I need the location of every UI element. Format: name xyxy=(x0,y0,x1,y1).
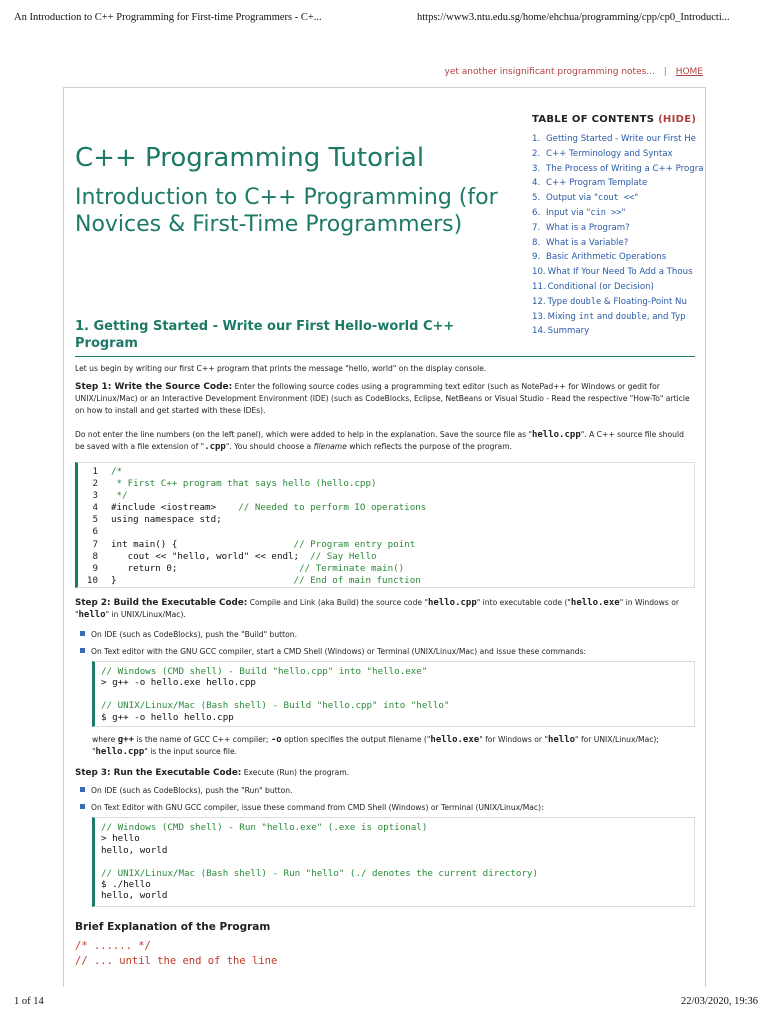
toc-list xyxy=(532,132,704,339)
toc-hide-toggle[interactable]: (HIDE) xyxy=(658,114,697,125)
where-text-b: is the name of GCC C++ compiler; xyxy=(134,735,271,744)
bullet-icon xyxy=(80,631,85,636)
toc-item-label: Getting Started - Write our First He xyxy=(546,134,696,144)
step2-text-b: " into executable code (" xyxy=(476,598,571,607)
code-comment: // Say Hello xyxy=(310,550,377,562)
toc-item-label: Mixing xyxy=(547,311,579,322)
toc-item-12[interactable] xyxy=(532,295,692,310)
toc-item-5[interactable] xyxy=(532,191,692,206)
site-tagline: yet another insignificant programming notes... xyxy=(444,67,655,77)
code-comment: * First C++ program that says hello (hello.cpp) xyxy=(111,478,377,490)
command-line: $ g++ -o hello hello.cpp xyxy=(101,711,234,723)
toc-item-9[interactable] xyxy=(532,250,692,265)
where-o-code: -o xyxy=(270,735,282,745)
command-line: > hello xyxy=(101,833,140,845)
toc-item-number: 14. xyxy=(532,326,546,337)
bullet-icon xyxy=(80,804,85,809)
toc-item-label: " xyxy=(621,207,626,218)
code-text xyxy=(111,551,377,563)
step1-paragraph xyxy=(75,381,695,417)
source-code-listing xyxy=(75,462,695,588)
code-line xyxy=(78,575,694,587)
toc-item-code: cout << xyxy=(598,193,635,204)
command-line: > g++ -o hello.exe hello.cpp xyxy=(101,677,256,689)
section-heading-getting-started xyxy=(75,318,695,357)
print-doc-url: https://www3.ntu.edu.sg/home/ehchua/programming/cpp/cp0_Introducti... xyxy=(417,12,730,23)
code-text xyxy=(111,575,421,587)
step2-source-code: hello.cpp xyxy=(427,598,477,608)
code-line xyxy=(78,502,694,514)
code-line xyxy=(78,539,694,551)
line-number: 7 xyxy=(92,538,98,550)
bullet-icon xyxy=(80,787,85,792)
toc-item-number: 10. xyxy=(532,267,546,278)
line-number: 4 xyxy=(92,502,98,514)
toc-item-8[interactable] xyxy=(532,236,692,251)
brief-comment-line: // ... until the end of the line xyxy=(75,955,278,967)
command-comment: // Windows (CMD shell) - Build "hello.cpp" into "hello.exe" xyxy=(101,666,428,677)
step2-text-c: " in Windows or " xyxy=(75,598,680,619)
bullet-text: On Text editor with the GNU GCC compiler, start a CMD Shell (Windows) or Terminal (UNIX/Linux/Mac) and issue these commands: xyxy=(91,647,587,656)
command-line xyxy=(101,689,694,700)
line-number: 2 xyxy=(92,478,98,490)
print-datetime: 22/03/2020, 19:36 xyxy=(680,996,758,1007)
toc-item-label: Summary xyxy=(547,326,590,337)
code-comment: /* xyxy=(111,466,123,477)
command-line: hello, world xyxy=(101,844,168,856)
toc-item-10[interactable] xyxy=(532,265,692,280)
toc-item-label: , and Typ xyxy=(646,311,686,322)
code-text xyxy=(111,563,404,575)
toc-item-4[interactable] xyxy=(532,176,692,191)
command-line xyxy=(101,856,694,867)
nav-separator: | xyxy=(663,67,667,77)
step1-text: Enter the following source codes using a programming text editor (such as NotePad++ for Windows or gedit for UNIX/Linux/Mac) or an Interactive Development Environment (IDE) (such as CodeBlocks, Eclipse, NetBeans or Visual Studio - Read the respective "How-To" article on how to install and get started with these IDEs). xyxy=(75,382,690,415)
code-text xyxy=(111,539,415,551)
note-text-c: ". You should choose a xyxy=(225,442,314,451)
toc-item-3[interactable] xyxy=(532,162,704,177)
run-commands-box xyxy=(92,817,695,907)
toc-item-number: 13. xyxy=(532,311,546,322)
code-line xyxy=(78,466,694,478)
line-number: 6 xyxy=(92,526,98,538)
bullet-text: On IDE (such as CodeBlocks), push the "Run" button. xyxy=(91,786,293,795)
code-comment: */ xyxy=(111,490,128,502)
line-number: 8 xyxy=(92,550,98,562)
code-comment: // End of main function xyxy=(293,574,421,586)
toc-item-label: C++ Program Template xyxy=(546,178,648,189)
toc-item-6[interactable] xyxy=(532,206,692,221)
bullet-text: On Text Editor with GNU GCC compiler, issue these command from CMD Shell (Windows) or Terminal (UNIX/Linux/Mac): xyxy=(91,803,544,812)
code-line xyxy=(78,490,694,502)
note-filename-code: hello.cpp xyxy=(531,430,581,440)
command-comment: // Windows (CMD shell) - Run "hello.exe" (.exe is optional) xyxy=(101,822,428,833)
bullet-icon xyxy=(80,648,85,653)
code-text xyxy=(111,502,426,514)
code-comment: // Needed to perform IO operations xyxy=(238,502,427,514)
toc-title: TABLE OF CONTENTS xyxy=(532,114,655,125)
step3-text: Execute (Run) the program. xyxy=(241,768,350,777)
toc-item-number: 8. xyxy=(532,237,541,248)
line-number: 9 xyxy=(92,562,98,574)
toc-item-label: Basic Arithmetic Operations xyxy=(546,252,667,263)
code-line xyxy=(78,526,694,538)
toc-item-11[interactable] xyxy=(532,280,692,295)
step2-bullet-ide xyxy=(80,629,690,640)
note-extension-code: .cpp xyxy=(204,442,226,452)
toc-item-code: double xyxy=(615,311,647,322)
code-statement: #include <iostream> xyxy=(111,502,239,514)
toc-item-label: Conditional (or Decision) xyxy=(547,281,654,292)
toc-item-number: 1. xyxy=(532,134,541,144)
toc-item-number: 4. xyxy=(532,178,541,189)
code-line xyxy=(78,514,694,526)
step2-label: Step 2: Build the Executable Code: xyxy=(75,598,248,608)
page-subtitle: Introduction to C++ Programming (for Novices & First-Time Programmers) xyxy=(75,185,498,237)
where-text-c: option specifies the output filename (" xyxy=(281,735,431,744)
toc-item-1[interactable] xyxy=(532,132,696,147)
where-text-f: " is the input source file. xyxy=(144,747,238,756)
toc-item-label: and xyxy=(594,311,616,322)
toc-item-code: int xyxy=(578,311,595,322)
toc-item-number: 6. xyxy=(532,207,541,218)
toc-item-label: What is a Program? xyxy=(546,222,630,233)
code-text xyxy=(111,466,122,478)
note-filename-em: filename xyxy=(313,442,347,451)
page-title: C++ Programming Tutorial xyxy=(75,143,425,173)
step2-hello-code: hello xyxy=(78,610,106,620)
toc-item-label: The Process of Writing a C++ Progra xyxy=(546,163,704,174)
toc-item-label: C++ Terminology and Syntax xyxy=(546,148,673,159)
brief-comment-block: /* ...... */ xyxy=(75,940,151,952)
step3-paragraph xyxy=(75,767,695,779)
where-hello-code: hello xyxy=(547,735,576,745)
code-statement: using namespace std; xyxy=(111,514,222,526)
toc-item-code: cin >> xyxy=(590,207,622,218)
print-header xyxy=(14,12,758,28)
command-line: $ ./hello xyxy=(101,878,151,890)
toc-item-label: & Floating-Point Nu xyxy=(601,296,687,307)
command-line: hello, world xyxy=(101,890,168,902)
toc-item-number: 5. xyxy=(532,193,541,204)
toc-item-number: 7. xyxy=(532,222,541,233)
toc-item-label: What is a Variable? xyxy=(546,237,629,248)
code-line xyxy=(78,478,694,490)
step3-bullet-ide xyxy=(80,785,690,796)
toc-item-label: Input via " xyxy=(546,207,591,218)
code-comment: // Terminate main() xyxy=(299,562,405,574)
brief-explanation-heading: Brief Explanation of the Program xyxy=(75,921,271,933)
code-statement: } xyxy=(111,574,294,586)
code-text xyxy=(111,490,128,502)
toc-item-7[interactable] xyxy=(532,221,692,236)
toc-item-label: What If Your Need To Add a Thous xyxy=(547,267,693,278)
code-statement: return 0; xyxy=(111,562,300,574)
table-of-contents xyxy=(532,114,704,339)
step2-bullet-gcc xyxy=(80,646,690,657)
note-text-d: which reflects the purpose of the program. xyxy=(346,442,513,451)
toc-item-number: 9. xyxy=(532,252,541,263)
code-text xyxy=(111,478,377,490)
command-comment: // UNIX/Linux/Mac (Bash shell) - Build "hello.cpp" into "hello" xyxy=(101,700,450,712)
code-statement: int main() { xyxy=(111,538,294,550)
compiler-explanation xyxy=(92,734,695,758)
line-number: 5 xyxy=(92,514,98,526)
toc-item-2[interactable] xyxy=(532,147,692,162)
save-note-paragraph xyxy=(75,429,695,453)
step2-exe-code: hello.exe xyxy=(570,598,620,608)
where-text-a: where xyxy=(92,735,118,744)
toc-item-number: 11. xyxy=(532,281,546,292)
step3-label: Step 3: Run the Executable Code: xyxy=(75,768,242,778)
toc-item-number: 12. xyxy=(532,296,546,307)
build-commands-box xyxy=(92,661,695,727)
code-text xyxy=(111,514,222,526)
toc-item-number: 2. xyxy=(532,148,541,159)
code-comment: // Program entry point xyxy=(293,538,416,550)
line-number: 1 xyxy=(92,466,98,477)
toc-item-label: Type xyxy=(547,296,571,307)
toc-heading xyxy=(532,114,697,125)
where-text-d: " for Windows or " xyxy=(479,735,548,744)
print-page-number: 1 of 14 xyxy=(14,996,44,1007)
note-text-b: ". A C++ source file should be saved with a file extension of " xyxy=(75,430,684,451)
line-number: 10 xyxy=(86,574,98,586)
code-line xyxy=(78,551,694,563)
section-heading-text: 1. Getting Started - Write our First Hello-world C++ Program xyxy=(75,319,455,351)
where-text-e: " for UNIX/Linux/Mac); " xyxy=(92,735,659,756)
toc-item-label: " xyxy=(634,193,639,204)
print-doc-title: An Introduction to C++ Programming for First-time Programmers - C+... xyxy=(14,12,322,23)
toc-item-label: Output via " xyxy=(546,193,599,204)
line-number: 3 xyxy=(92,490,98,502)
step2-paragraph xyxy=(75,597,695,621)
print-footer xyxy=(14,996,758,1012)
where-source-code: hello.cpp xyxy=(95,747,145,757)
where-exe-code: hello.exe xyxy=(430,735,480,745)
step2-text-d: " in UNIX/Linux/Mac). xyxy=(105,610,186,619)
code-statement: cout << "hello, world" << endl; xyxy=(111,550,311,562)
command-comment: // UNIX/Linux/Mac (Bash shell) - Run "hello" (./ denotes the current directory) xyxy=(101,867,538,879)
intro-paragraph: Let us begin by writing our first C++ program that prints the message "hello, world" on the display console. xyxy=(75,364,487,373)
step3-bullet-gcc xyxy=(80,802,690,813)
step2-text-a: Compile and Link (aka Build) the source code " xyxy=(247,598,428,607)
bullet-text: On IDE (such as CodeBlocks), push the "Build" button. xyxy=(91,630,297,639)
toc-item-number: 3. xyxy=(532,163,541,174)
code-line xyxy=(78,563,694,575)
note-text-a: Do not enter the line numbers (on the left panel), which were added to help in the explanation. Save the source file as " xyxy=(75,430,532,439)
toc-item-code: double xyxy=(570,296,602,307)
home-link[interactable]: HOME xyxy=(675,67,703,77)
step1-label: Step 1: Write the Source Code: xyxy=(75,382,233,392)
top-nav xyxy=(445,67,703,77)
where-gpp-code: g++ xyxy=(117,735,135,745)
